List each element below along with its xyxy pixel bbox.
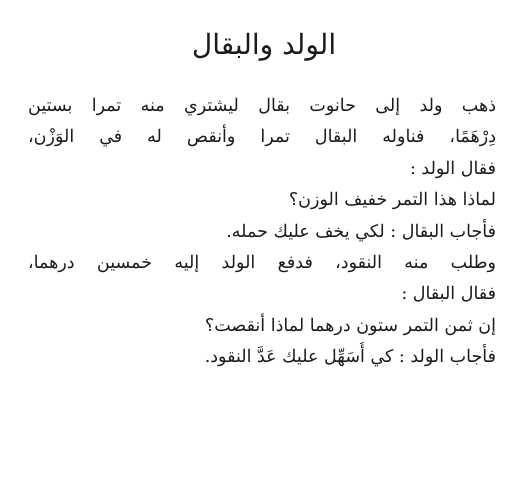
story-line-8: إن ثمن التمر ستون درهما لماذا أنقصت؟ <box>204 315 496 336</box>
story-line-4: لماذا هذا التمر خفيف الوزن؟ <box>288 190 496 211</box>
story-line-7: فقال البقال : <box>401 284 496 305</box>
story-line-2: دِرْهَمًا، فناوله البقال تمرا وأنقص له في الوَزْن، <box>28 127 496 148</box>
story-line-3: فقال الولد : <box>409 158 496 179</box>
story-line-1: ذهب ولد إلى حانوت بقال ليشتري منه تمرا بستين <box>28 96 496 116</box>
story-body <box>28 91 496 374</box>
story-title: الولد والبقال <box>191 28 337 61</box>
story-line-9: فأجاب الولد : كي أُسَهِّل عليك عَدَّ النقود. <box>204 347 496 368</box>
story-line-6: وطلب منه النقود، فدفع الولد إليه خمسين درهما، <box>28 252 496 273</box>
story-line-5: فأجاب البقال : لكي يخف عليك حمله. <box>226 221 496 242</box>
